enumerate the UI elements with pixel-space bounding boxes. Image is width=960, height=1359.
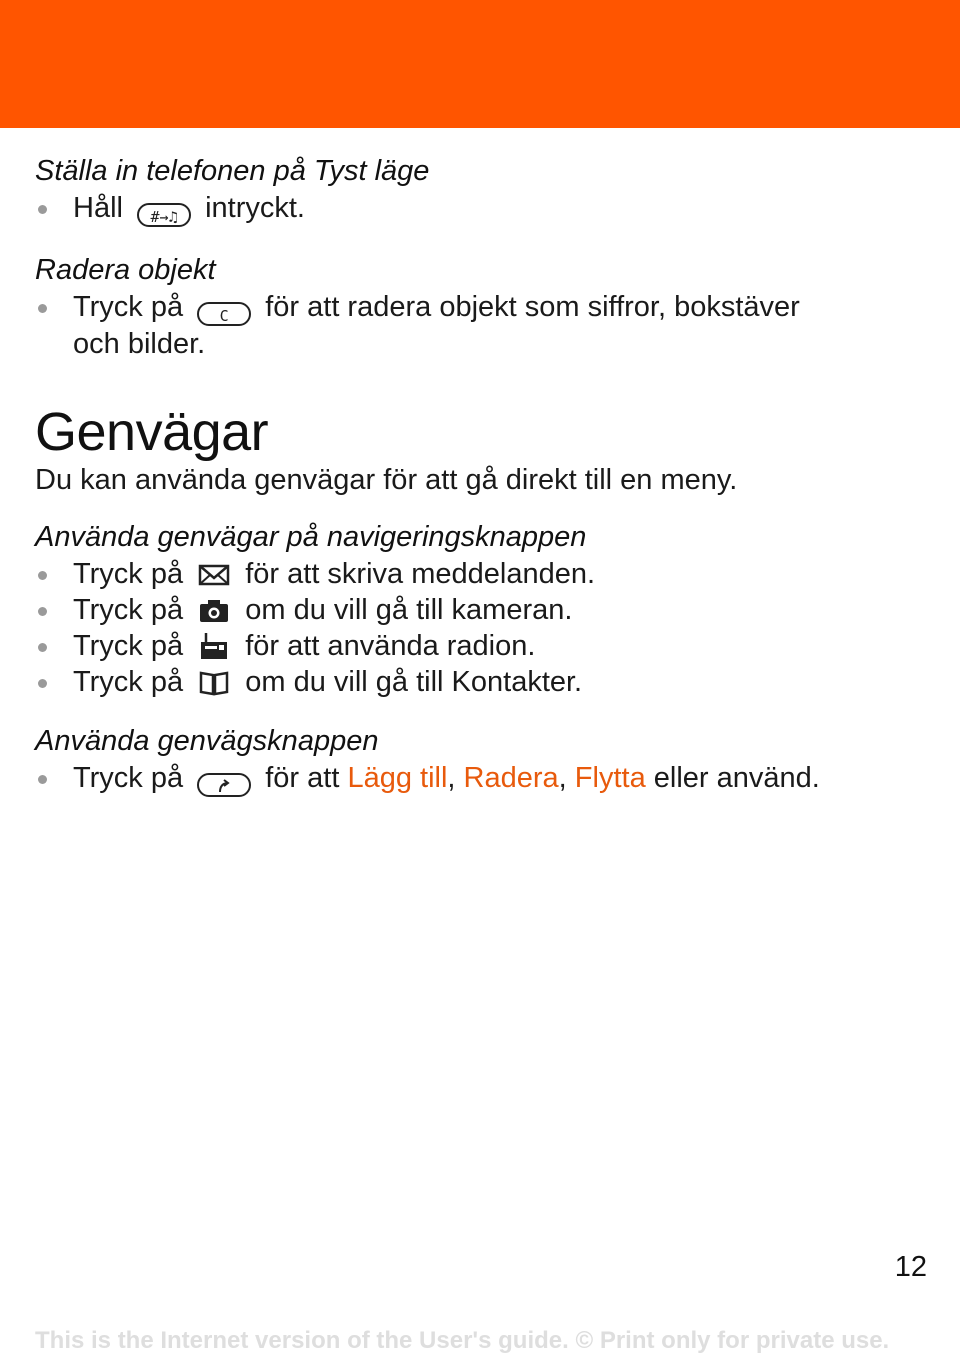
list-item-camera <box>35 592 935 628</box>
item-text: för att radera objekt som siffror, bokstäver <box>265 291 800 323</box>
list-item-messages <box>35 556 935 592</box>
footer-notice: This is the Internet version of the User's guide. © Print only for private use. <box>35 1327 890 1354</box>
item-text: intryckt. <box>205 192 305 224</box>
link-flytta[interactable]: Flytta <box>574 762 646 794</box>
contacts-book-icon <box>197 668 231 696</box>
radio-icon <box>197 632 231 660</box>
top-color-bar <box>0 0 960 128</box>
intro-paragraph: Du kan använda genvägar för att gå direkt till en meny. <box>35 464 738 496</box>
section-title-shortcut-key: Använda genvägsknappen <box>35 725 379 757</box>
page-number: 12 <box>894 1251 927 1283</box>
section-title-silent: Ställa in telefonen på Tyst läge <box>35 155 430 187</box>
item-text: för att skriva meddelanden. <box>245 558 596 590</box>
item-text: Tryck på <box>73 291 184 323</box>
list-item-contacts <box>35 664 935 700</box>
section-title-nav: Använda genvägar på navigeringsknappen <box>35 521 587 553</box>
link-lagg-till[interactable]: Lägg till <box>347 762 448 794</box>
bullet-icon <box>38 607 47 616</box>
item-text: Tryck på <box>73 594 184 626</box>
bullet-icon <box>38 679 47 688</box>
c-key-icon: C <box>197 302 251 326</box>
separator: , <box>558 762 567 794</box>
link-radera[interactable]: Radera <box>463 762 559 794</box>
bullet-icon <box>38 571 47 580</box>
item-text: för att <box>265 762 340 794</box>
shortcut-key-icon <box>197 773 251 797</box>
item-text: eller använd. <box>653 762 820 794</box>
page-heading: Genvägar <box>35 402 269 462</box>
hash-silent-key-icon: #→♫ <box>137 203 191 227</box>
item-text: för att använda radion. <box>245 630 536 662</box>
section-title-delete: Radera objekt <box>35 254 216 286</box>
bullet-icon <box>38 643 47 652</box>
item-text: om du vill gå till Kontakter. <box>245 666 583 698</box>
item-text: om du vill gå till kameran. <box>245 594 573 626</box>
item-text: Tryck på <box>73 630 184 662</box>
item-text: Tryck på <box>73 762 184 794</box>
list-item-radio <box>35 628 935 664</box>
item-text: Tryck på <box>73 666 184 698</box>
bullet-icon <box>38 205 47 214</box>
page-content <box>35 152 935 797</box>
camera-icon <box>197 596 231 624</box>
item-text: Håll <box>73 192 123 224</box>
list-item-silent <box>35 190 935 227</box>
separator: , <box>447 762 456 794</box>
item-text: och bilder. <box>73 328 206 360</box>
bullet-icon <box>38 775 47 784</box>
bullet-icon <box>38 304 47 313</box>
list-item-shortcut-key <box>35 760 935 797</box>
envelope-icon <box>197 560 231 588</box>
item-text: Tryck på <box>73 558 184 590</box>
list-item-delete <box>35 289 935 362</box>
